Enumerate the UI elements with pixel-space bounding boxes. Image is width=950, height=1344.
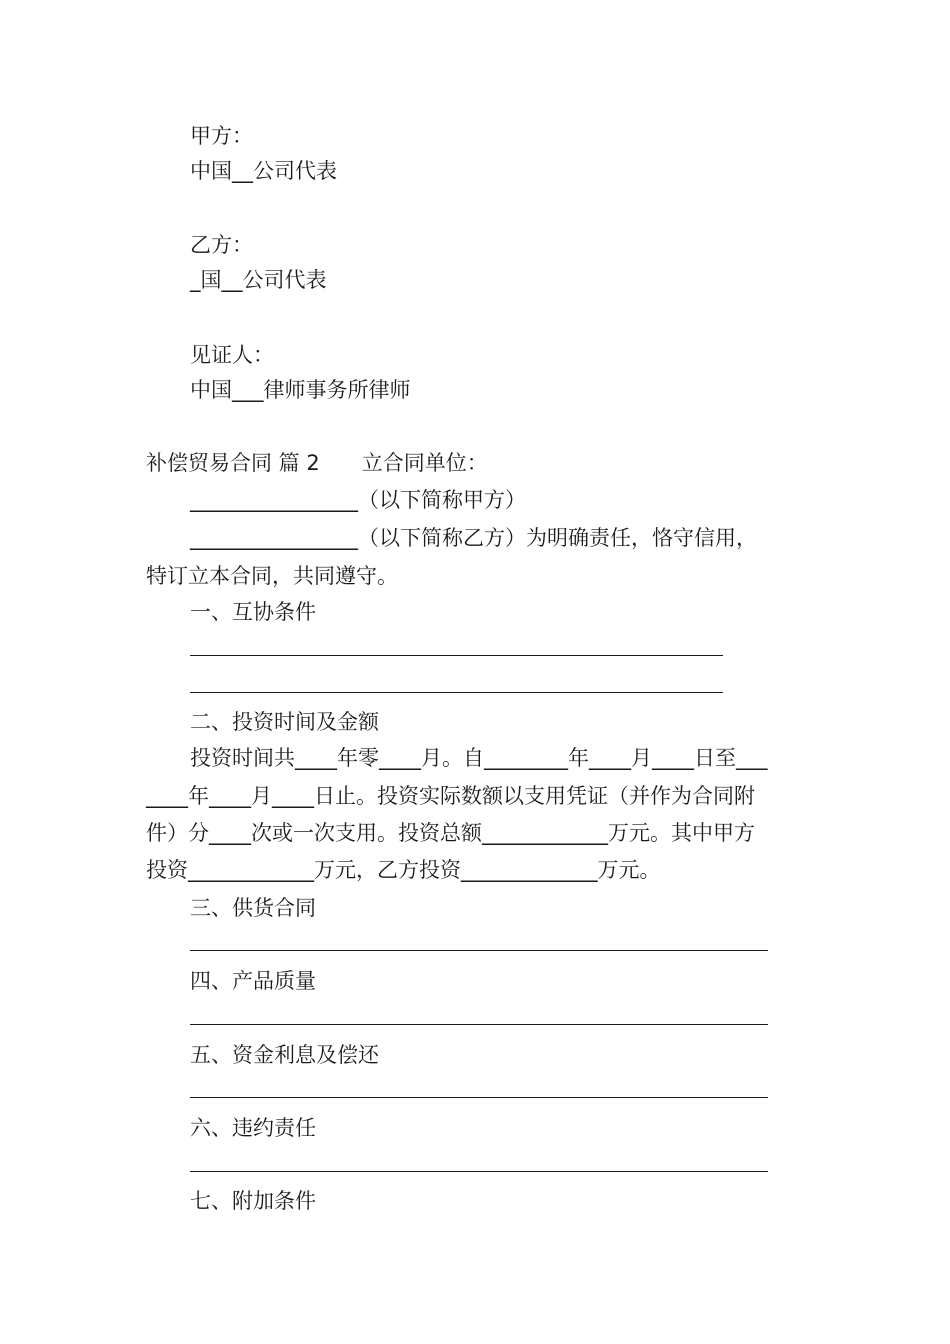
section-2-para-line-3: 件）分____次或一次支用。投资总额____________万元。其中甲方 bbox=[146, 821, 755, 845]
party-b-blank-line-cont: 特订立本合同，共同遵守。 bbox=[146, 564, 398, 588]
party-a-label: 甲方： bbox=[190, 124, 253, 148]
party-b-label: 乙方： bbox=[190, 233, 253, 257]
section-5-blank-line bbox=[190, 1097, 768, 1098]
party-a-blank-line: ________________（以下简称甲方） bbox=[190, 488, 526, 512]
section-3-title: 三、供货合同 bbox=[190, 896, 316, 920]
witness-detail: 中国___律师事务所律师 bbox=[190, 378, 411, 402]
section-6-title: 六、违约责任 bbox=[190, 1116, 316, 1140]
section-3-blank-line bbox=[190, 950, 768, 951]
witness-label: 见证人： bbox=[190, 343, 274, 367]
section-5-title: 五、资金利息及偿还 bbox=[190, 1043, 379, 1067]
section-2-title: 二、投资时间及金额 bbox=[190, 710, 379, 734]
section-2-para-line-1: 投资时间共____年零____月。自________年____月____日至___ bbox=[190, 746, 768, 770]
section-1-blank-line-2 bbox=[190, 692, 723, 693]
party-a-detail: 中国__公司代表 bbox=[190, 159, 337, 183]
party-b-blank-line: ________________（以下简称乙方）为明确责任，恪守信用， bbox=[190, 526, 757, 550]
section-2-para-line-2: ____年____月____日止。投资实际数额以支用凭证（并作为合同附 bbox=[146, 784, 755, 808]
section-7-title: 七、附加条件 bbox=[190, 1189, 316, 1213]
party-b-detail: _国__公司代表 bbox=[190, 268, 327, 292]
section-1-blank-line-1 bbox=[190, 655, 723, 656]
section-6-blank-line bbox=[190, 1171, 768, 1172]
contract-heading: 补偿贸易合同 篇 2 立合同单位： bbox=[146, 451, 488, 475]
section-4-blank-line bbox=[190, 1024, 768, 1025]
section-2-para-line-4: 投资____________万元，乙方投资_____________万元。 bbox=[146, 858, 661, 882]
section-4-title: 四、产品质量 bbox=[190, 969, 316, 993]
section-1-title: 一、互协条件 bbox=[190, 600, 316, 624]
